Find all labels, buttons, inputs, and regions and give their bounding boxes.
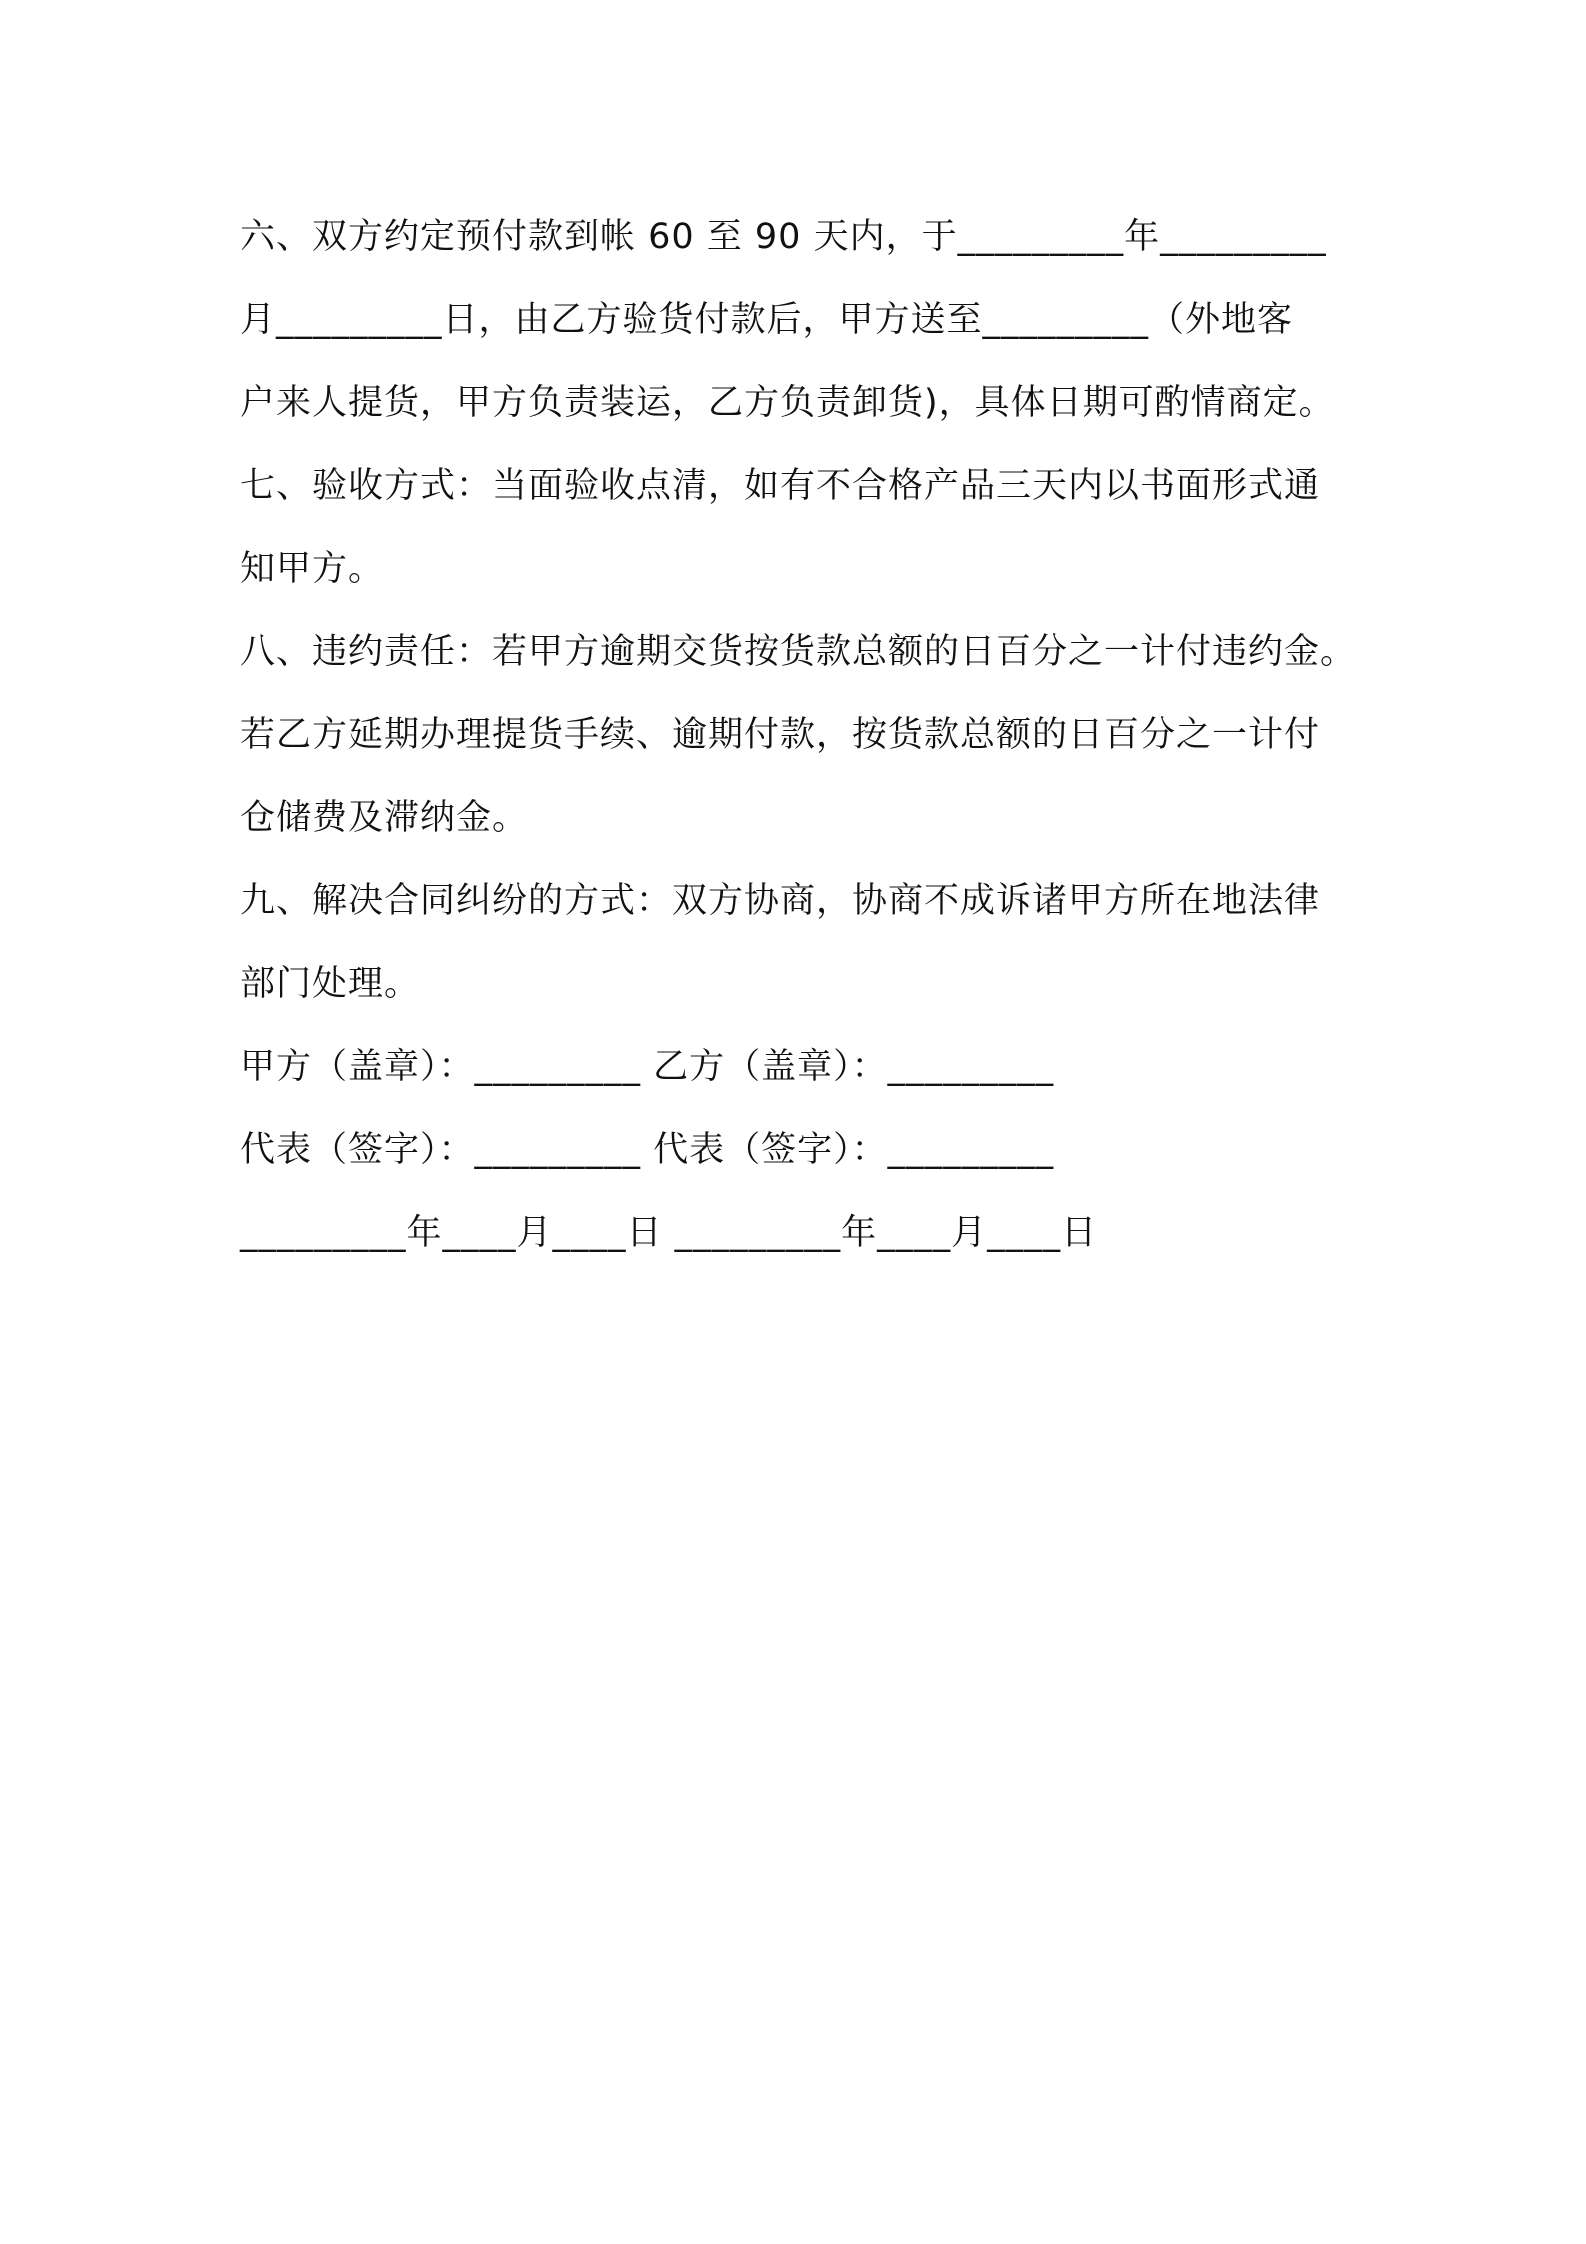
clause-9-line-1: 九、解决合同纠纷的方式：双方协商，协商不成诉诸甲方所在地法律: [240, 881, 1321, 921]
clause-8-line-1: 八、违约责任：若甲方逾期交货按货款总额的日百分之一计付违约金。: [240, 632, 1357, 672]
clause-6-line-2: 月_________日，由乙方验货付款后，甲方送至_________（外地客: [240, 300, 1294, 340]
clause-8-line-3: 仓储费及滞纳金。: [240, 798, 529, 838]
clause-6-line-1: 六、双方约定预付款到帐 60 至 90 天内，于_________年_________: [240, 217, 1327, 257]
clause-9-line-2: 部门处理。: [240, 964, 421, 1004]
date-line: _________年____月____日 _________年____月____日: [240, 1213, 1098, 1253]
clause-8-line-2: 若乙方延期办理提货手续、逾期付款，按货款总额的日百分之一计付: [240, 715, 1321, 755]
clause-6-line-3: 户来人提货，甲方负责装运，乙方负责卸货)，具体日期可酌情商定。: [240, 383, 1335, 423]
clause-7-line-2: 知甲方。: [240, 549, 385, 589]
contract-text: [240, 196, 1370, 1275]
seal-line: 甲方（盖章）：_________ 乙方（盖章）：_________: [240, 1047, 1055, 1087]
signature-line: 代表（签字）：_________ 代表（签字）：_________: [240, 1130, 1055, 1170]
clause-7-line-1: 七、验收方式：当面验收点清，如有不合格产品三天内以书面形式通: [240, 466, 1321, 506]
